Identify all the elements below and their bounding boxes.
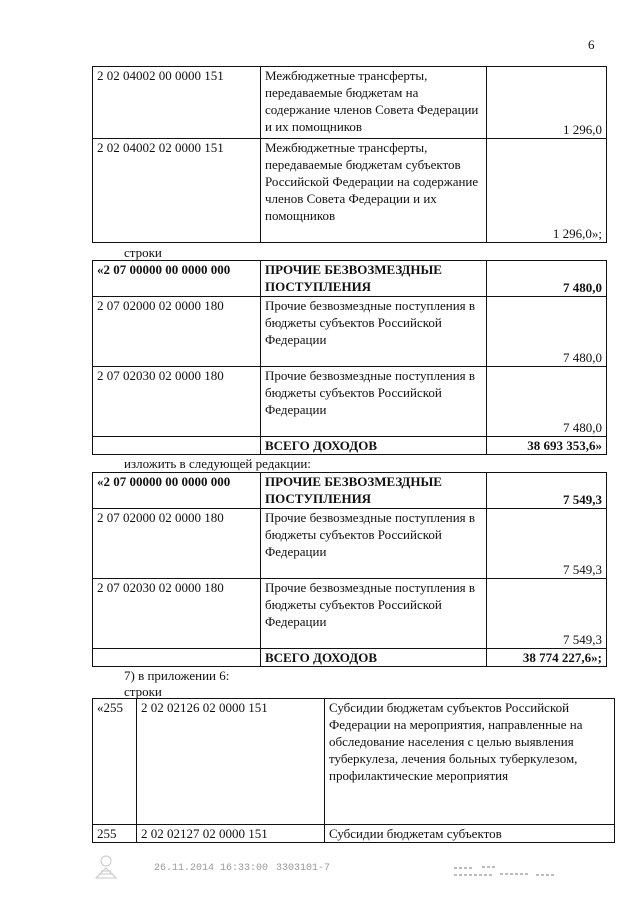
budget-code: 2 02 02127 02 0000 151 xyxy=(137,825,325,843)
footer-date: 26.11.2014 16:33:00 xyxy=(154,863,269,874)
budget-name: Прочие безвозмездные поступления в бюджеты субъектов Российской Федерации xyxy=(261,509,487,579)
new-revenue-table xyxy=(92,472,607,667)
table-header-row xyxy=(93,261,607,297)
stamp-icon xyxy=(92,852,120,880)
table-row xyxy=(93,367,607,437)
table-row xyxy=(93,579,607,649)
total-empty-cell xyxy=(93,437,261,455)
admin-code: 255 xyxy=(93,825,137,843)
appendix6-table xyxy=(92,698,615,843)
total-row xyxy=(93,437,607,455)
budget-code: 2 02 04002 02 0000 151 xyxy=(93,139,261,243)
budget-code: 2 07 02000 02 0000 180 xyxy=(93,509,261,579)
admin-code: «255 xyxy=(93,699,137,825)
budget-name: Субсидии бюджетам субъектов Российской Федерации на мероприятия, направленные на обследование населения с целью выявления туберкулеза, лечения больных туберкулезом, профилактические мероприятия xyxy=(325,699,615,825)
caption-stroki: строки xyxy=(124,245,162,260)
group-amount: 7 549,3 xyxy=(487,473,607,509)
budget-code: 2 07 02000 02 0000 180 xyxy=(93,297,261,367)
total-amount: 38 774 227,6»; xyxy=(487,649,607,667)
budget-amount: 7 480,0 xyxy=(487,367,607,437)
caption-stroki: строки xyxy=(124,684,162,699)
group-code: «2 07 00000 00 0000 000 xyxy=(93,261,261,297)
caption-new-edition: изложить в следующей редакции: xyxy=(124,456,311,471)
table-row xyxy=(93,825,615,843)
budget-amount: 7 549,3 xyxy=(487,509,607,579)
budget-code: 2 02 02126 02 0000 151 xyxy=(137,699,325,825)
budget-amount: 7 549,3 xyxy=(487,579,607,649)
budget-code: 2 07 02030 02 0000 180 xyxy=(93,367,261,437)
budget-name: Субсидии бюджетам субъектов xyxy=(325,825,615,843)
budget-amount: 7 480,0 xyxy=(487,297,607,367)
budget-name: Прочие безвозмездные поступления в бюджеты субъектов Российской Федерации xyxy=(261,579,487,649)
total-amount: 38 693 353,6» xyxy=(487,437,607,455)
table-row xyxy=(93,297,607,367)
table-row xyxy=(93,139,607,243)
budget-name: Межбюджетные трансферты, передаваемые бюджетам на содержание членов Совета Федерации и их помощников xyxy=(261,67,487,139)
budget-name: Прочие безвозмездные поступления в бюджеты субъектов Российской Федерации xyxy=(261,367,487,437)
budget-amount: 1 296,0»; xyxy=(487,139,607,243)
table-row xyxy=(93,509,607,579)
total-label: ВСЕГО ДОХОДОВ xyxy=(261,649,487,667)
budget-code: 2 07 02030 02 0000 180 xyxy=(93,579,261,649)
total-label: ВСЕГО ДОХОДОВ xyxy=(261,437,487,455)
signature-icon xyxy=(452,860,562,884)
group-name: ПРОЧИЕ БЕЗВОЗМЕЗДНЫЕ ПОСТУПЛЕНИЯ xyxy=(261,473,487,509)
table-header-row xyxy=(93,473,607,509)
budget-name: Прочие безвозмездные поступления в бюджеты субъектов Российской Федерации xyxy=(261,297,487,367)
total-row xyxy=(93,649,607,667)
table-row xyxy=(93,67,607,139)
group-name: ПРОЧИЕ БЕЗВОЗМЕЗДНЫЕ ПОСТУПЛЕНИЯ xyxy=(261,261,487,297)
budget-name: Межбюджетные трансферты, передаваемые бюджетам субъектов Российской Федерации на содержание членов Совета Федерации и их помощников xyxy=(261,139,487,243)
group-code: «2 07 00000 00 0000 000 xyxy=(93,473,261,509)
transfers-table xyxy=(92,66,607,243)
footer-code: 3303101-7 xyxy=(276,863,331,874)
table-row xyxy=(93,699,615,825)
caption-item-7: 7) в приложении 6: xyxy=(124,668,230,683)
page-number: 6 xyxy=(588,37,595,52)
total-empty-cell xyxy=(93,649,261,667)
group-amount: 7 480,0 xyxy=(487,261,607,297)
budget-amount: 1 296,0 xyxy=(487,67,607,139)
budget-code: 2 02 04002 00 0000 151 xyxy=(93,67,261,139)
old-revenue-table xyxy=(92,260,607,455)
